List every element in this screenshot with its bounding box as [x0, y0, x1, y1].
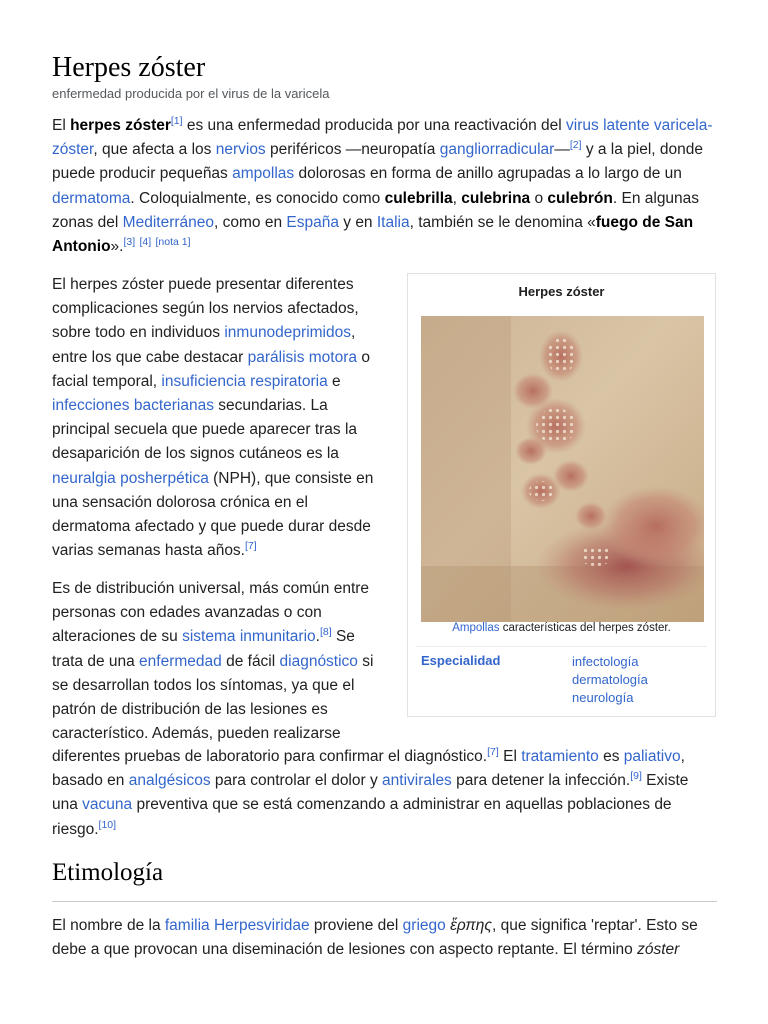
infobox: [407, 273, 716, 717]
intro-paragraph: El herpes zóster[1] es una enfermedad producida por una reactivación del virus latente varicela-zóster, que afecta a los nervios periféricos —neuropatía gangliorradicular—[2] y a la piel, donde puede producir pequeñas ampollas dolorosas en forma de anillo agrupadas a lo largo de un dermatoma. Coloquialmente, es conocido como culebrilla, culebrina o culebrón. En algunas zonas del Mediterráneo, como en España y en Italia, también se le denomina «fuego de San Antonio».[3] [4] [nota 1]: [52, 114, 713, 256]
ref-link[interactable]: [10]: [98, 818, 117, 831]
link-mediterraneo[interactable]: Mediterráneo: [122, 213, 214, 231]
infobox-title: Herpes zóster: [518, 284, 605, 299]
link-paliativo[interactable]: paliativo: [623, 748, 681, 765]
link-espana[interactable]: España: [286, 213, 339, 231]
term-culebrina: culebrina: [461, 189, 531, 207]
section-heading-etimologia: Etimología: [52, 859, 164, 886]
complications-paragraph: El herpes zóster puede presentar diferentes complicaciones según los nervios afectados, sobre todo en individuos inmunodeprimidos, entre los que cabe destacar parálisis motora o facial temporal, insuficiencia respiratoria e infecciones bacterianas secundarias. La principal secuela que puede aparecer tras la desaparición de los signos cutáneos es la neuralgia posherpética (NPH), que consiste en una sensación dolorosa crónica en el dermatoma afectado y que puede durar desde varias semanas hasta años.[7]: [52, 276, 374, 560]
link-sistema-inmunitario[interactable]: sistema inmunitario: [182, 628, 316, 646]
link-vacuna[interactable]: vacuna: [82, 796, 133, 814]
ref-link[interactable]: [7]: [245, 540, 257, 553]
infobox-specialties: [572, 653, 648, 707]
link-infecciones-bacterianas[interactable]: infecciones bacterianas: [52, 397, 214, 415]
specialty-link[interactable]: neurología: [572, 690, 634, 705]
ref-link[interactable]: [1]: [170, 114, 183, 127]
link-nervios[interactable]: nervios: [215, 141, 266, 159]
link-antivirales[interactable]: antivirales: [382, 772, 452, 790]
ref-link[interactable]: [7]: [487, 745, 499, 758]
term-culebrilla: culebrilla: [384, 189, 453, 207]
link-gangliorradicular[interactable]: gangliorradicular: [439, 141, 555, 159]
link-paralisis-motora[interactable]: parálisis motora: [247, 348, 358, 366]
caption-link-ampollas[interactable]: Ampollas: [452, 622, 500, 634]
infobox-label-especialidad[interactable]: Especialidad: [421, 653, 501, 668]
ref-link[interactable]: [9]: [630, 770, 642, 783]
ref-link[interactable]: [4]: [139, 235, 152, 248]
term-bold: herpes zóster: [70, 117, 171, 134]
specialty-link[interactable]: infectología: [572, 654, 639, 669]
ref-link[interactable]: [2]: [569, 139, 582, 152]
ref-link[interactable]: [3]: [123, 235, 136, 248]
term-culebron: culebrón: [547, 189, 613, 207]
distribution-paragraph: Es de distribución universal, más común entre personas con edades avanzadas o con alteraciones de su sistema inmunitario.[8] Se trata de una enfermedad de fácil diagnóstico si se desarrollan todos los síntomas, ya que el patrón de distribución de las lesiones es característico. Además, pueden realizarse: [52, 580, 374, 743]
herpes-zoster-photo[interactable]: [421, 316, 704, 622]
link-griego[interactable]: griego: [402, 917, 446, 934]
infobox-divider: [416, 646, 707, 647]
etymology-paragraph: El nombre de la familia Herpesviridae proviene del griego ἕρπης, que significa 'reptar'. Esto se debe a que provocan una diseminación de lesiones con aspecto reptante. El término zóster: [52, 917, 698, 959]
link-neuralgia-posherpetica[interactable]: neuralgia posherpética: [52, 469, 209, 487]
photo-caption: Ampollas características del herpes zóster.: [452, 622, 671, 634]
page-subtitle: enfermedad producida por el virus de la varicela: [52, 86, 330, 101]
link-dermatoma[interactable]: dermatoma: [52, 189, 131, 207]
link-analgesicos[interactable]: analgésicos: [128, 772, 211, 790]
link-insuficiencia-respiratoria[interactable]: insuficiencia respiratoria: [161, 372, 328, 390]
link-diagnostico[interactable]: diagnóstico: [279, 652, 358, 670]
link-italia[interactable]: Italia: [376, 213, 410, 231]
link-familia-herpesviridae[interactable]: familia Herpesviridae: [164, 917, 310, 934]
link-ampollas[interactable]: ampollas: [232, 165, 295, 183]
ref-link[interactable]: [8]: [319, 626, 332, 639]
page-title: Herpes zóster: [52, 52, 206, 83]
link-tratamiento[interactable]: tratamiento: [521, 748, 599, 765]
link-virus-varicela[interactable]: virus latente varicela-zóster: [52, 117, 713, 159]
ref-note-link[interactable]: [nota 1]: [155, 235, 191, 248]
link-inmunodeprimidos[interactable]: inmunodeprimidos: [224, 324, 351, 342]
link-enfermedad[interactable]: enfermedad: [139, 652, 222, 670]
treatment-paragraph: diferentes pruebas de laboratorio para confirmar el diagnóstico.[7] El tratamiento es paliativo, basado en analgésicos para controlar el dolor y antivirales para detener la infección.[9] Existe una vacuna preventiva que se está comenzando a administrar en aquellas poblaciones de riesgo.[10]: [52, 745, 689, 838]
term-fuego-san-antonio: fuego de San Antonio: [52, 213, 694, 256]
section-divider: [52, 901, 717, 902]
term-zoster-italic: zóster: [637, 941, 680, 959]
greek-word: ἕρπης: [450, 917, 492, 934]
specialty-link[interactable]: dermatología: [572, 672, 648, 687]
